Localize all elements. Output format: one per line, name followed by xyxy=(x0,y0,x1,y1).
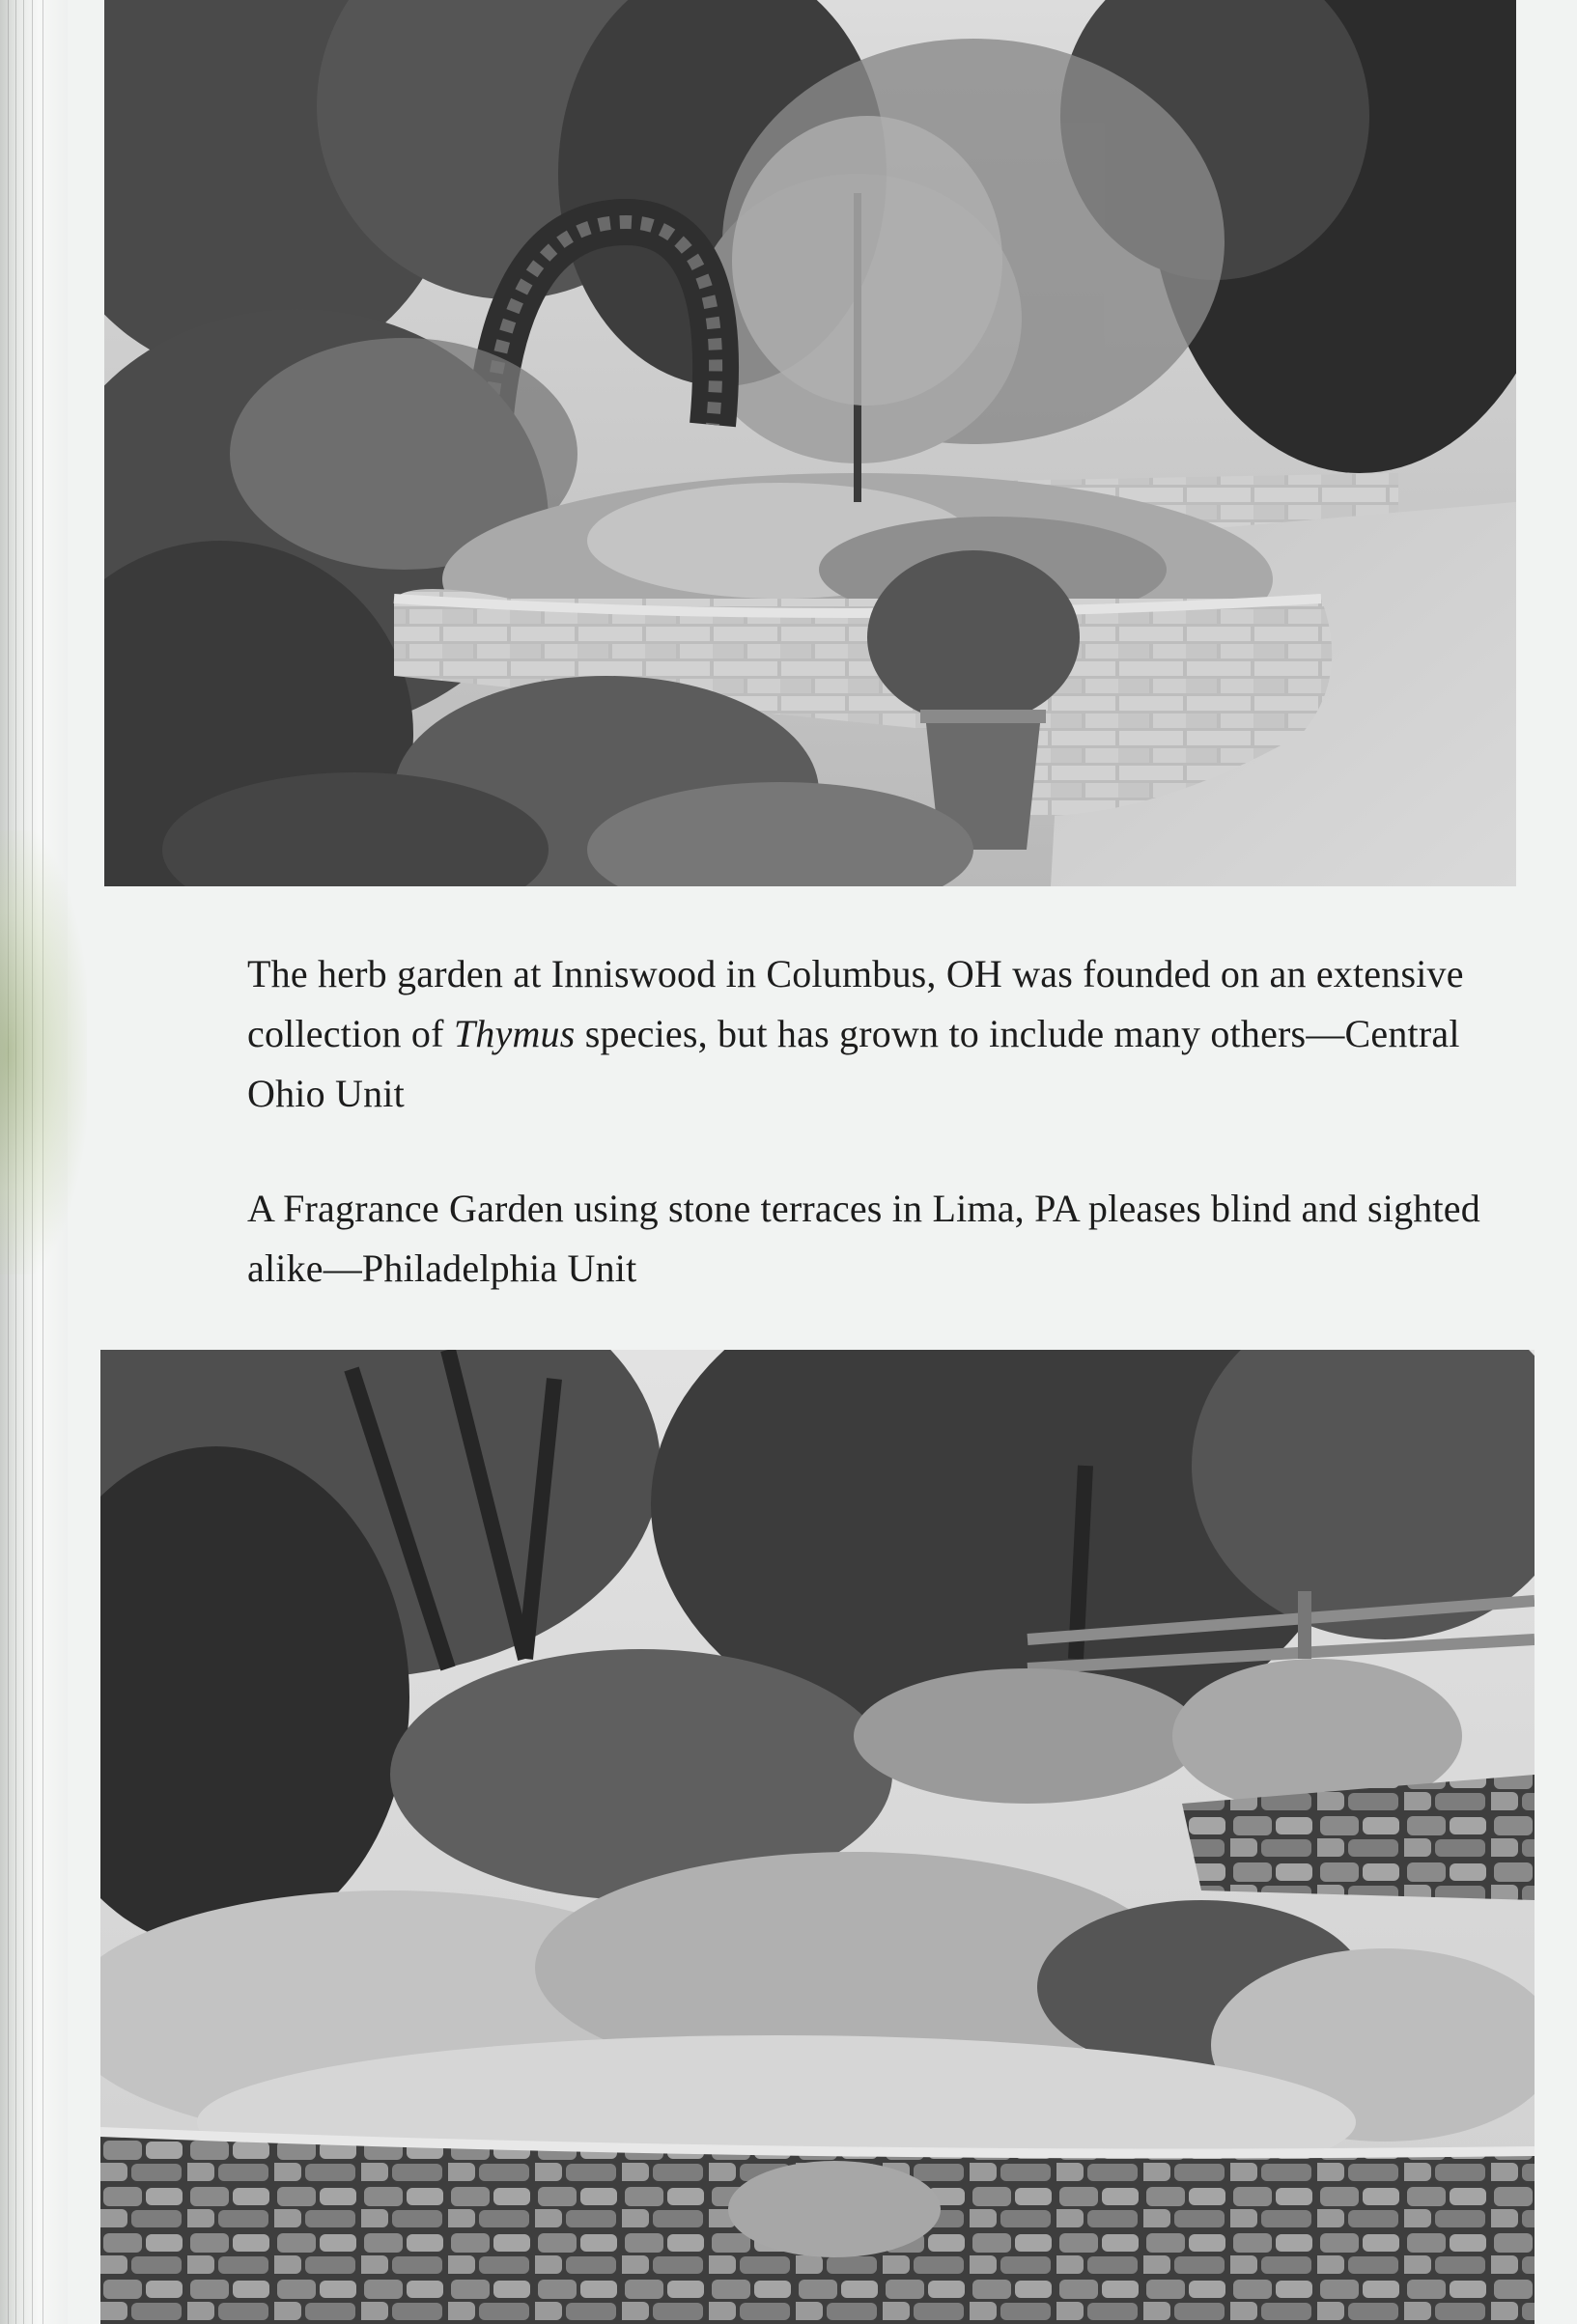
herb-garden-photo-graphic xyxy=(104,0,1516,886)
caption-herb-garden-part1: The herb garden at Inniswood in Columbus, OH was founded on an extensive collection of xyxy=(247,952,1464,1055)
caption-herb-garden-species: Thymus xyxy=(453,1012,576,1055)
caption-herb-garden-part2: species, but has grown to include many others—Central Ohio Unit xyxy=(247,1012,1460,1115)
caption-herb-garden xyxy=(247,944,1522,1124)
caption-fragrance-garden: A Fragrance Garden using stone terraces in Lima, PA pleases blind and sighted alike—Philadelphia Unit xyxy=(247,1187,1480,1290)
page-stain xyxy=(0,830,87,1274)
photo-fragrance-garden xyxy=(100,1350,1535,2324)
fragrance-garden-photo-graphic xyxy=(100,1350,1535,2324)
photo-herb-garden xyxy=(104,0,1516,886)
